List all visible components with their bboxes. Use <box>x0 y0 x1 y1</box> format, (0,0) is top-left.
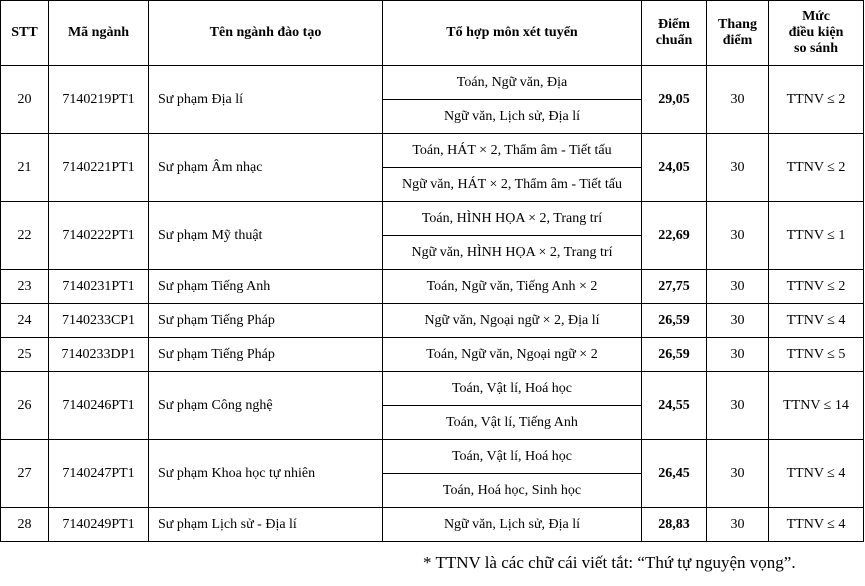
row-stt: 23 <box>1 270 49 304</box>
row-condition: TTNV ≤ 5 <box>769 338 864 372</box>
row-score: 24,55 <box>642 372 707 440</box>
row-condition: TTNV ≤ 4 <box>769 304 864 338</box>
table-row <box>1 304 864 338</box>
header-code: Mã ngành <box>49 1 149 66</box>
row-scale: 30 <box>707 66 769 134</box>
row-code: 7140222PT1 <box>49 202 149 270</box>
row-name: Sư phạm Lịch sử - Địa lí <box>149 508 383 542</box>
row-stt: 28 <box>1 508 49 542</box>
header-condition-line2: điều kiện <box>788 25 844 40</box>
row-name: Sư phạm Tiếng Pháp <box>149 338 383 372</box>
row-stt: 24 <box>1 304 49 338</box>
row-name: Sư phạm Công nghệ <box>149 372 383 440</box>
row-condition: TTNV ≤ 1 <box>769 202 864 270</box>
row-scale: 30 <box>707 270 769 304</box>
row-name: Sư phạm Mỹ thuật <box>149 202 383 270</box>
row-code: 7140233DP1 <box>49 338 149 372</box>
row-score: 24,05 <box>642 134 707 202</box>
row-code: 7140219PT1 <box>49 66 149 134</box>
row-code: 7140233CP1 <box>49 304 149 338</box>
row-scale: 30 <box>707 440 769 508</box>
row-scale: 30 <box>707 134 769 202</box>
row-stt: 20 <box>1 66 49 134</box>
row-combo: Ngữ văn, HÌNH HỌA × 2, Trang trí <box>383 236 642 270</box>
row-condition: TTNV ≤ 14 <box>769 372 864 440</box>
table-row <box>1 372 864 406</box>
table-row <box>1 134 864 168</box>
row-condition: TTNV ≤ 4 <box>769 440 864 508</box>
table-row <box>1 66 864 100</box>
table-row <box>1 270 864 304</box>
row-name: Sư phạm Khoa học tự nhiên <box>149 440 383 508</box>
row-combo: Ngữ văn, Lịch sử, Địa lí <box>383 508 642 542</box>
table-row <box>1 508 864 542</box>
header-score-line2: chuẩn <box>655 33 693 48</box>
row-combo: Ngữ văn, Ngoại ngữ × 2, Địa lí <box>383 304 642 338</box>
row-stt: 21 <box>1 134 49 202</box>
row-stt: 27 <box>1 440 49 508</box>
header-scale <box>707 1 769 66</box>
row-scale: 30 <box>707 338 769 372</box>
row-score: 26,59 <box>642 338 707 372</box>
header-stt: STT <box>1 1 49 66</box>
row-name: Sư phạm Âm nhạc <box>149 134 383 202</box>
row-condition: TTNV ≤ 2 <box>769 66 864 134</box>
header-combo: Tổ hợp môn xét tuyển <box>383 1 642 66</box>
row-combo: Toán, HÁT × 2, Thẩm âm - Tiết tấu <box>383 134 642 168</box>
row-stt: 22 <box>1 202 49 270</box>
row-scale: 30 <box>707 372 769 440</box>
row-score: 27,75 <box>642 270 707 304</box>
header-condition-line3: so sánh <box>794 41 838 56</box>
row-name: Sư phạm Tiếng Pháp <box>149 304 383 338</box>
table-body <box>1 66 864 542</box>
row-stt: 25 <box>1 338 49 372</box>
row-code: 7140247PT1 <box>49 440 149 508</box>
table-row <box>1 202 864 236</box>
row-score: 28,83 <box>642 508 707 542</box>
header-score <box>642 1 707 66</box>
row-condition: TTNV ≤ 2 <box>769 134 864 202</box>
row-score: 26,45 <box>642 440 707 508</box>
table-row <box>1 440 864 474</box>
row-code: 7140249PT1 <box>49 508 149 542</box>
row-condition: TTNV ≤ 2 <box>769 270 864 304</box>
row-combo: Ngữ văn, Lịch sử, Địa lí <box>383 100 642 134</box>
row-score: 22,69 <box>642 202 707 270</box>
row-score: 29,05 <box>642 66 707 134</box>
header-row <box>1 1 864 66</box>
header-name: Tên ngành đào tạo <box>149 1 383 66</box>
row-scale: 30 <box>707 508 769 542</box>
header-score-line1: Điểm <box>658 17 690 32</box>
table-row <box>1 338 864 372</box>
footnote: * TTNV là các chữ cái viết tắt: “Thứ tự nguyện vọng”. <box>423 553 796 572</box>
row-scale: 30 <box>707 304 769 338</box>
row-combo: Toán, HÌNH HỌA × 2, Trang trí <box>383 202 642 236</box>
row-combo: Toán, Ngữ văn, Địa <box>383 66 642 100</box>
row-score: 26,59 <box>642 304 707 338</box>
header-condition-line1: Mức <box>802 9 830 24</box>
row-combo: Toán, Vật lí, Hoá học <box>383 372 642 406</box>
row-combo: Toán, Vật lí, Tiếng Anh <box>383 406 642 440</box>
header-condition <box>769 1 864 66</box>
row-code: 7140246PT1 <box>49 372 149 440</box>
row-combo: Toán, Ngữ văn, Ngoại ngữ × 2 <box>383 338 642 372</box>
row-code: 7140231PT1 <box>49 270 149 304</box>
row-code: 7140221PT1 <box>49 134 149 202</box>
row-scale: 30 <box>707 202 769 270</box>
row-condition: TTNV ≤ 4 <box>769 508 864 542</box>
row-combo: Toán, Hoá học, Sinh học <box>383 474 642 508</box>
row-name: Sư phạm Địa lí <box>149 66 383 134</box>
header-scale-line2: điểm <box>722 33 753 48</box>
row-combo: Toán, Ngữ văn, Tiếng Anh × 2 <box>383 270 642 304</box>
row-combo: Toán, Vật lí, Hoá học <box>383 440 642 474</box>
row-stt: 26 <box>1 372 49 440</box>
row-name: Sư phạm Tiếng Anh <box>149 270 383 304</box>
row-combo: Ngữ văn, HÁT × 2, Thẩm âm - Tiết tấu <box>383 168 642 202</box>
header-scale-line1: Thang <box>718 17 757 32</box>
